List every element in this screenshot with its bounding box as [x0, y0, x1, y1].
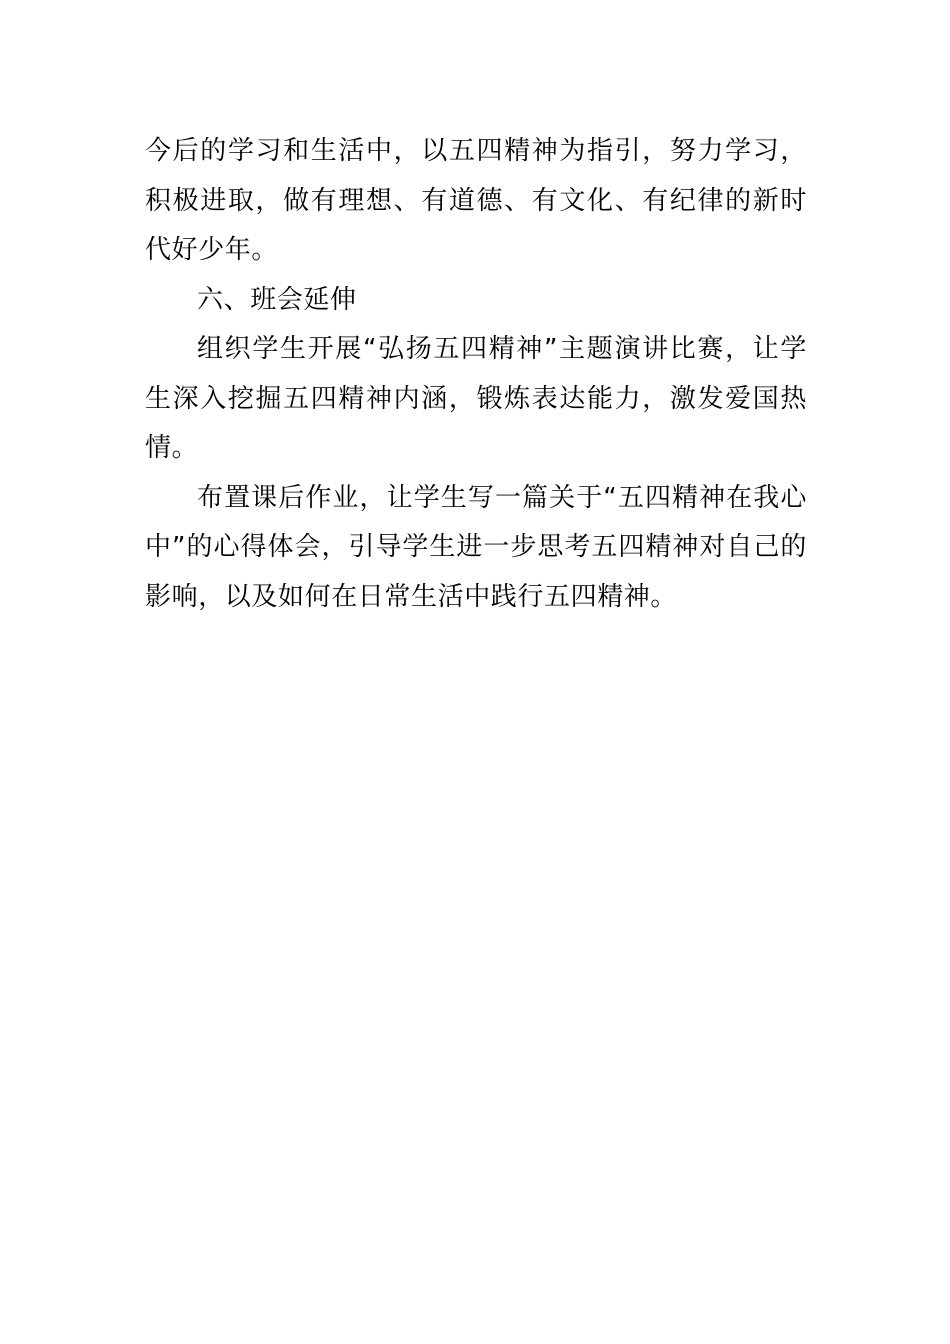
section-heading: 六、班会延伸	[197, 284, 357, 315]
document-body	[145, 127, 807, 622]
paragraph-continuation: 今后的学习和生活中，以五四精神为指引，努力学习，积极进取，做有理想、有道德、有文化、有纪律的新时代好少年。	[145, 136, 807, 265]
paragraph-speech-contest: 组织学生开展“弘扬五四精神”主题演讲比赛，让学生深入挖掘五四精神内涵，锻炼表达能力，激发爱国热情。	[145, 334, 807, 463]
paragraph-homework: 布置课后作业，让学生写一篇关于“五四精神在我心中”的心得体会，引导学生进一步思考五四精神对自己的影响，以及如何在日常生活中践行五四精神。	[145, 482, 807, 612]
